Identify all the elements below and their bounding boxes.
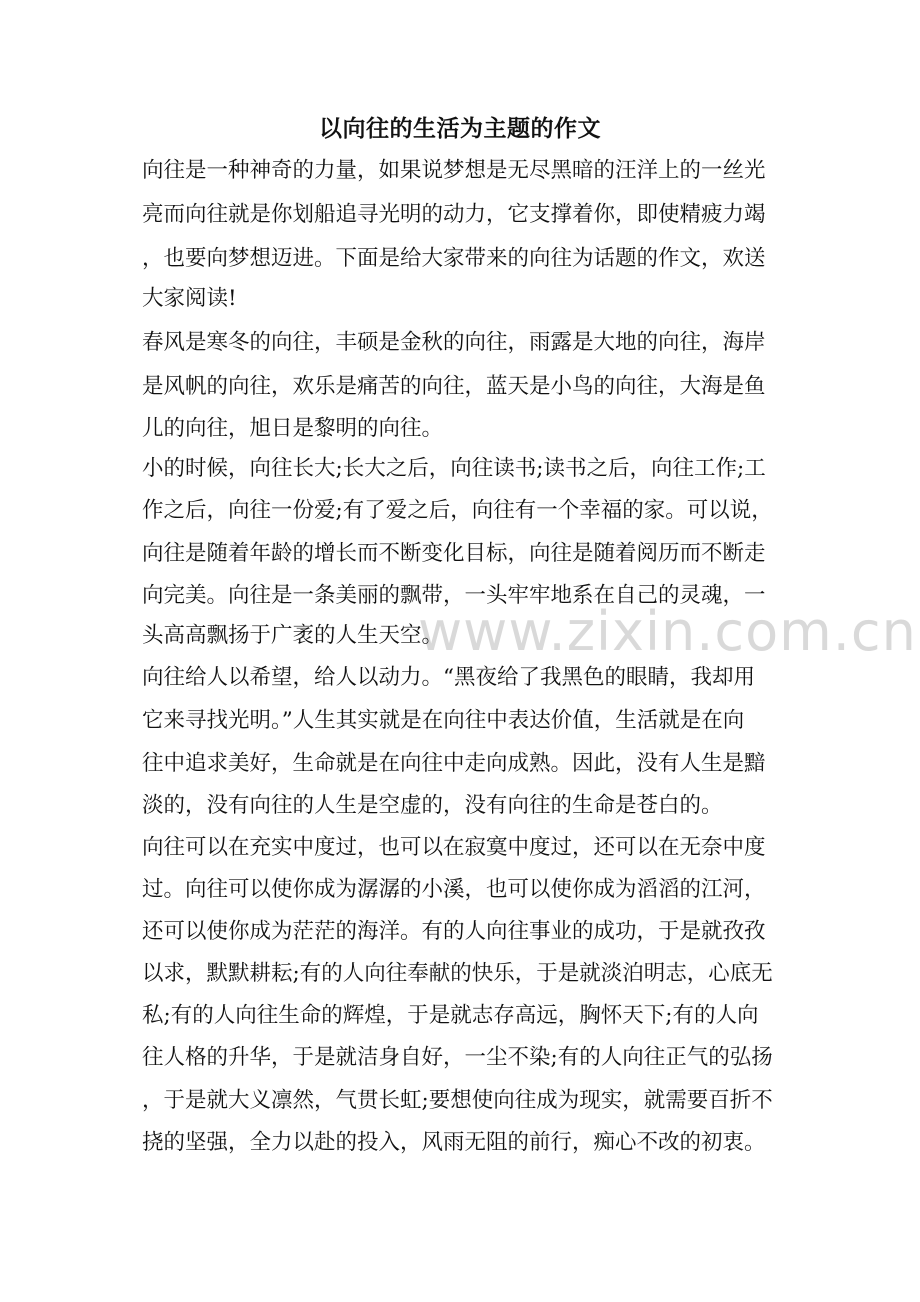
- body-line: 淡的，没有向往的人生是空虚的，没有向往的生命是苍白的。: [142, 793, 723, 818]
- body-line: 它来寻找光明。”人生其实就是在向往中表达价值，生活就是在向: [142, 708, 745, 733]
- document-title: 以向往的生活为主题的作文: [319, 115, 601, 142]
- body-line: ，于是就大义凛然，气贯长虹;要想使向往成为现实，就需要百折不: [142, 1088, 773, 1113]
- body-line: 向往是一种神奇的力量，如果说梦想是无尽黑暗的汪洋上的一丝光: [142, 158, 766, 183]
- body-line: 向完美。向往是一条美丽的飘带，一头牢牢地系在自己的灵魂，一: [142, 583, 766, 608]
- body-line: 春风是寒冬的向往，丰硕是金秋的向往，雨露是大地的向往，海岸: [142, 330, 766, 355]
- body-line: 小的时候，向往长大;长大之后，向往读书;读书之后，向往工作;工: [142, 456, 766, 481]
- body-line: 是风帆的向往，欢乐是痛苦的向往，蓝天是小鸟的向往，大海是鱼: [142, 374, 766, 399]
- body-line: 作之后，向往一份爱;有了爱之后，向往有一个幸福的家。可以说，: [142, 498, 773, 523]
- body-line: 私;有的人向往生命的辉煌，于是就志存高远，胸怀天下;有的人向: [142, 1003, 759, 1028]
- body-line: 头高高飘扬于广袤的人生天空。: [142, 623, 444, 648]
- body-line: 向往是随着年龄的增长而不断变化目标，向往是随着阅历而不断走: [142, 541, 766, 566]
- body-line: ，也要向梦想迈进。下面是给大家带来的向往为话题的作文，欢送: [142, 246, 766, 271]
- body-line: 以求，默默耕耘;有的人向往奉献的快乐，于是就淡泊明志，心底无: [142, 961, 773, 986]
- body-line: 儿的向往，旭日是黎明的向往。: [142, 416, 444, 441]
- body-line: 亮而向往就是你划船追寻光明的动力，它支撑着你，即使精疲力竭: [142, 202, 766, 227]
- body-line: 向往给人以希望，给人以动力。“黑夜给了我黑色的眼睛，我却用: [142, 665, 755, 690]
- body-line: 过。向往可以使你成为潺潺的小溪，也可以使你成为滔滔的江河，: [142, 877, 766, 902]
- body-line: 挠的坚强，全力以赴的投入，风雨无阻的前行，痴心不改的初衷。: [142, 1130, 766, 1155]
- body-line: 还可以使你成为茫茫的海洋。有的人向往事业的成功，于是就孜孜: [142, 919, 766, 944]
- body-line: 向往可以在充实中度过，也可以在寂寞中度过，还可以在无奈中度: [142, 835, 766, 860]
- body-line: 往中追求美好，生命就是在向往中走向成熟。因此，没有人生是黯: [142, 751, 766, 776]
- watermark: www.zixin.com.cn: [418, 600, 917, 663]
- body-line: 往人格的升华，于是就洁身自好，一尘不染;有的人向往正气的弘扬: [142, 1045, 773, 1070]
- body-line: 大家阅读!: [142, 286, 237, 311]
